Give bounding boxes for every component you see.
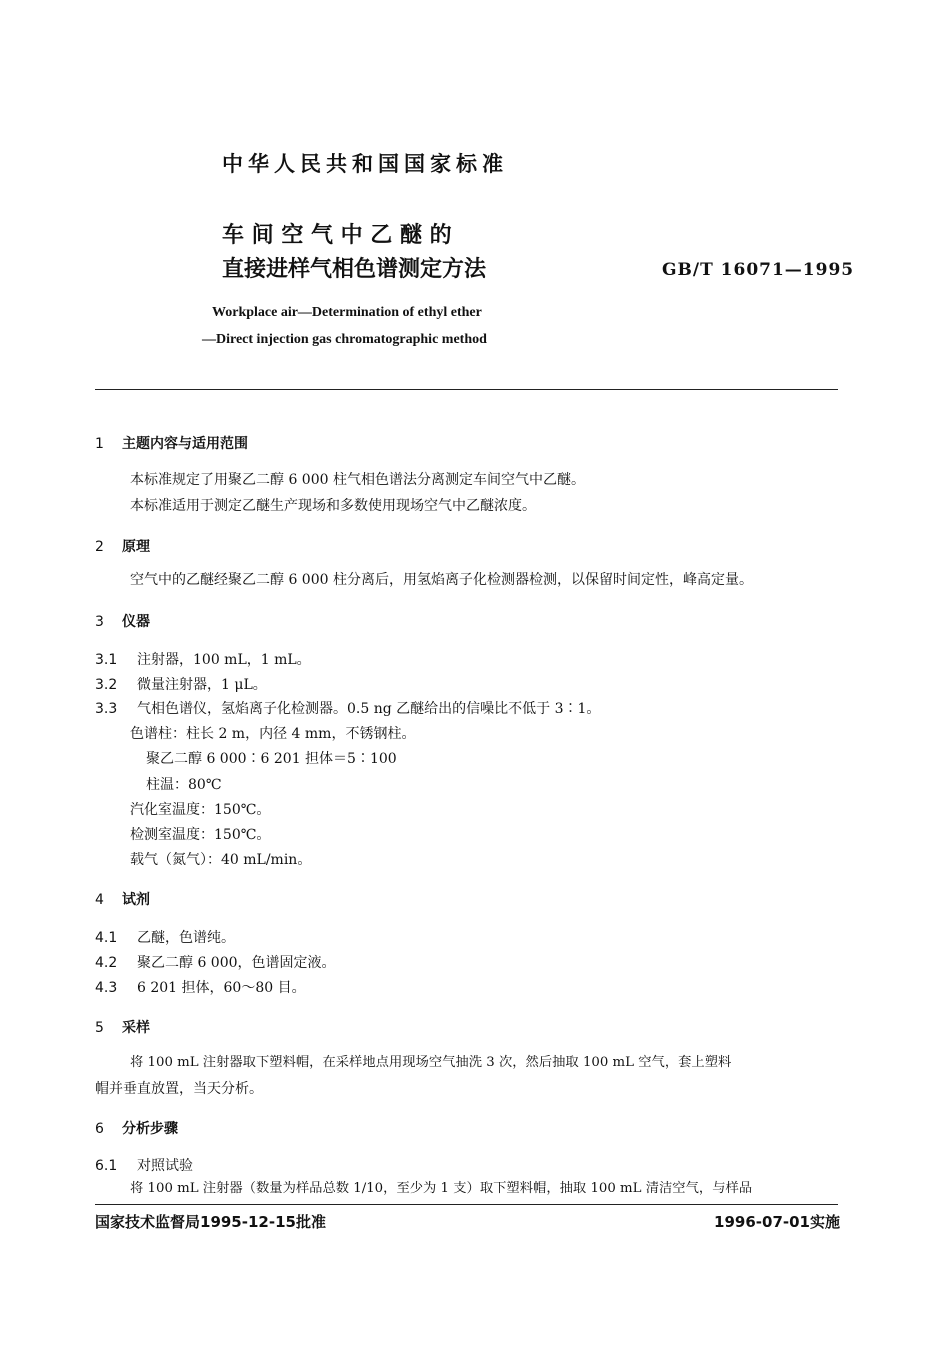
list-item: 载气（氮气）：40 mL/min。: [130, 852, 312, 868]
item-number: 3.2: [95, 677, 118, 693]
paragraph: 将 100 mL 注射器（数量为样品总数 1/10，至少为 1 支）取下塑料帽，抽取 100 mL 清洁空气，与样品: [130, 1181, 753, 1196]
item-number: 3.3: [95, 701, 118, 717]
english-title-line1: Workplace air—Determination of ethyl ether: [212, 305, 482, 320]
item-number: 4.2: [95, 955, 118, 971]
section-number: 6: [95, 1121, 104, 1137]
list-item: 气相色谱仪，氢焰离子化检测器。0.5 ng 乙醚给出的信噪比不低于 3∶1。: [137, 701, 601, 717]
section-title: 采样: [122, 1020, 150, 1036]
list-item: 汽化室温度：150℃。: [130, 802, 271, 818]
list-item: 6 201 担体，60～80 目。: [137, 980, 306, 996]
item-number: 4.3: [95, 980, 118, 996]
paragraph: 将 100 mL 注射器取下塑料帽，在采样地点用现场空气抽洗 3 次，然后抽取 100 mL 空气，套上塑料: [130, 1055, 732, 1070]
list-item: 乙醚，色谱纯。: [137, 930, 235, 946]
standard-code: GB/T 16071—1995: [662, 260, 855, 280]
paragraph: 本标准适用于测定乙醚生产现场和多数使用现场空气中乙醚浓度。: [130, 498, 536, 514]
english-title-line2: —Direct injection gas chromatographic method: [202, 332, 487, 347]
subsection-title: 对照试验: [137, 1158, 193, 1174]
section-title: 原理: [122, 539, 150, 555]
list-item: 检测室温度：150℃。: [130, 827, 271, 843]
section-number: 3: [95, 614, 104, 630]
section-number: 4: [95, 892, 104, 908]
section-number: 5: [95, 1020, 104, 1036]
paragraph: 空气中的乙醚经聚乙二醇 6 000 柱分离后，用氢焰离子化检测器检测，以保留时间定性，峰高定量。: [130, 572, 753, 588]
paragraph: 帽并垂直放置，当天分析。: [95, 1081, 263, 1097]
item-number: 6.1: [95, 1158, 118, 1174]
section-number: 2: [95, 539, 104, 555]
title-line2: 直接进样气相色谱测定方法: [222, 257, 487, 282]
standard-name: 中华人民共和国国家标准: [222, 152, 508, 176]
paragraph: 本标准规定了用聚乙二醇 6 000 柱气相色谱法分离测定车间空气中乙醚。: [130, 472, 585, 488]
effective-date: 1996-07-01实施: [714, 1213, 840, 1231]
header-divider: [95, 389, 838, 390]
section-title: 仪器: [122, 614, 150, 630]
list-item: 聚乙二醇 6 000∶6 201 担体＝5∶100: [146, 751, 397, 767]
list-item: 微量注射器，1 μL。: [137, 677, 267, 693]
list-item: 色谱柱：柱长 2 m，内径 4 mm，不锈钢柱。: [130, 726, 416, 742]
section-title: 分析步骤: [122, 1121, 178, 1137]
list-item: 柱温：80℃: [146, 777, 222, 793]
title-line1: 车 间 空 气 中 乙 醚 的: [222, 223, 452, 248]
list-item: 聚乙二醇 6 000，色谱固定液。: [137, 955, 336, 971]
approval-date: 国家技术监督局1995-12-15批准: [95, 1213, 326, 1231]
section-number: 1: [95, 436, 104, 452]
item-number: 3.1: [95, 652, 118, 668]
item-number: 4.1: [95, 930, 118, 946]
section-title: 试剂: [122, 892, 150, 908]
footer-divider: [95, 1204, 838, 1205]
section-title: 主题内容与适用范围: [122, 436, 248, 452]
list-item: 注射器，100 mL，1 mL。: [137, 652, 311, 668]
